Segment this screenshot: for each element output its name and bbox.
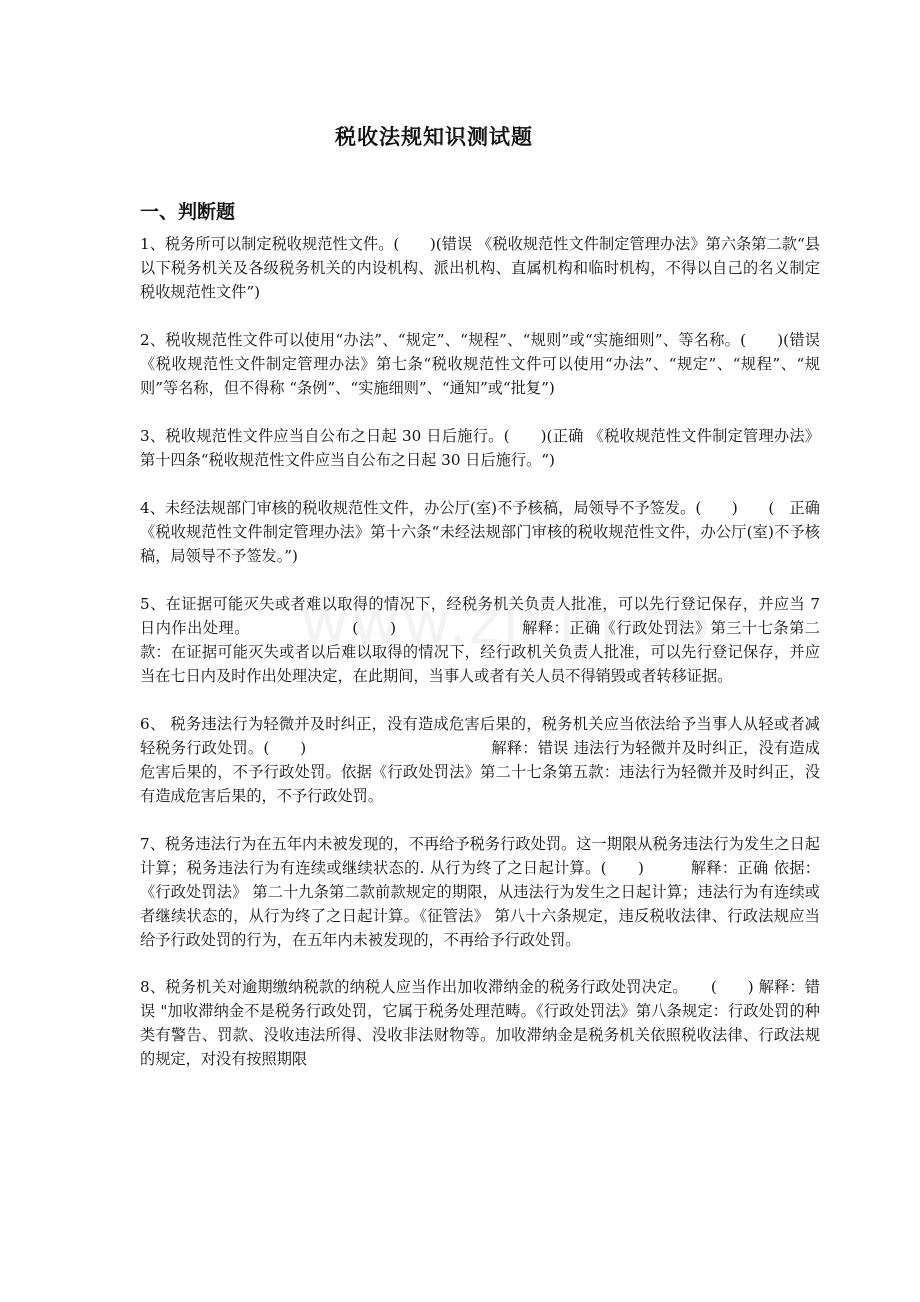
question-item-8: 8、税务机关对逾期缴纳税款的纳税人应当作出加收滞纳金的税务行政处罚决定。 ( ) 解释：错误 "加收滞纳金不是税务行政处罚，它属于税务处理范畴。《行政处罚法》第八条规定：行政处罚的种类有警告、罚款、没收违法所得、没收非法财物等。加收滞纳金是税务机关依照税收法律、行政法规的规定，对没有按照期限	[140, 978, 820, 1068]
question-item-6: 6、 税务违法行为轻微并及时纠正，没有造成危害后果的，税务机关应当依法给予当事人从轻或者减轻税务行政处罚。( ) 解释：错误 违法行为轻微并及时纠正，没有造成危害后果的，不予行政处罚。依据《行政处罚法》第二十七条第五款：违法行为轻微并及时纠正，没有造成危害后果的，不予行政处罚。	[140, 715, 820, 805]
question-item-4: 4、未经法规部门审核的税收规范性文件，办公厅(室)不予核稿，局领导不予签发。( ) ( 正确 《税收规范性文件制定管理办法》第十六条“未经法规部门审核的税收规范性文件，办公厅(室)不予核稿，局领导不予签发。”)	[140, 499, 836, 565]
section-heading: 一、判断题	[140, 201, 236, 223]
page-title: 税收法规知识测试题	[335, 124, 533, 149]
question-list	[140, 232, 836, 1095]
question-item-2: 2、税收规范性文件可以使用“办法”、“规定”、“规程”、“规则”或“实施细则”、等名称。( )(错误 《税收规范性文件制定管理办法》第七条“税收规范性文件可以使用“办法”、“规定”、“规程”、“规则”等名称，但不得称 “条例”、“实施细则”、“通知”或“批复”)	[140, 331, 836, 397]
question-item-7: 7、税务违法行为在五年内未被发现的，不再给予税务行政处罚。这一期限从税务违法行为发生之日起计算；税务违法行为有连续或继续状态的. 从行为终了之日起计算。( ) 解释：正确 依据：《行政处罚法》 第二十九条第二款前款规定的期限，从违法行为发生之日起计算；违法行为有连续或者继续状态的，从行为终了之日起计算。《征管法》 第八十六条规定，违反税收法律、行政法规应当给予行政处罚的行为，在五年内未被发现的，不再给予行政处罚。	[140, 835, 820, 949]
question-item-1: 1、税务所可以制定税收规范性文件。( )(错误 《税收规范性文件制定管理办法》第六条第二款“县以下税务机关及各级税务机关的内设机构、派出机构、直属机构和临时机构，不得以自己的名义制定税收规范性文件”)	[140, 235, 820, 301]
question-item-5: 5、在证据可能灭失或者难以取得的情况下，经税务机关负责人批准，可以先行登记保存，并应当 7 日内作出处理。 ( ) 解释：正确《行政处罚法》第三十七条第二款：在证据可能灭失或者以后难以取得的情况下，经行政机关负责人批准，可以先行登记保存，并应当在七日内及时作出处理决定，在此期间，当事人或者有关人员不得销毁或者转移证据。	[140, 595, 820, 685]
question-item-3: 3、税收规范性文件应当自公布之日起 30 日后施行。( )(正确 《税收规范性文件制定管理办法》第十四条“税收规范性文件应当自公布之日起 30 日后施行。“)	[140, 427, 820, 469]
